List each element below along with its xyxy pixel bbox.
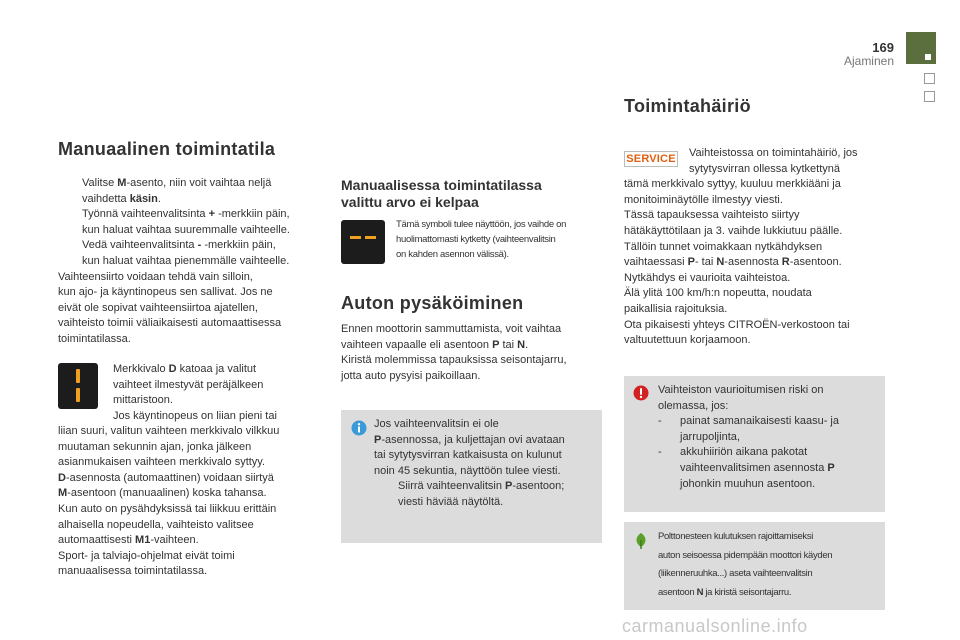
chapter-tab-box — [924, 91, 935, 102]
info-icon — [351, 420, 367, 441]
chapter-tab — [906, 32, 936, 64]
dash-symbol-icon — [341, 220, 385, 264]
symbol-note: Tämä symboli tulee näyttöön, jos vaihde on huolimattomasti kytketty (vaihteenvalitsin on kahden asennon välissä). — [396, 219, 567, 260]
watermark: carmanualsonline.info — [622, 616, 808, 636]
dash-item: - akkuhiiriön aikana pakotat vaihteenvalitsimen asennosta P johonkin muuhun asentoon. — [658, 446, 835, 490]
malfunction-text: Vaihteistossa on toimintahäiriö, jos sytytysvirran ollessa kytkettynä tämä merkkivalo syttyy, kuuluu merkkiääni ja monitoiminäytölle ilmestyy viesti. Tässä tapauksessa vaihteisto siirtyy hätäkäyttötilaan ja 3. vaihde lukkiutuu päälle. Tällöin tunnet voimakkaan nytkähdyksen vaihtaessasi P- tai N-asennosta R-asentoon. Nytkähdys ei vaurioita vaihteistoa. Älä ylitä 100 km/h:n nopeutta, noudata paikallisia rajoituksia. Ota pikaisesti yhteys CITROËN-verkostoon tai valtuutettuun korjaamoon. — [624, 147, 858, 347]
service-warning-icon: SERVICE — [624, 151, 678, 167]
leaf-icon — [633, 532, 649, 555]
eco-tip-box: Polttonesteen kulutuksen rajoittamiseksi auton seisoessa pidempään moottori käyden (liikenneruuhka...) aseta vaihteenvalitsin asentoon N ja kiristä seisontajarru. — [624, 522, 885, 610]
page-number: 169 — [872, 40, 894, 55]
dash-item: - painat samanaikaisesti kaasu- ja jarrupoljinta, — [658, 415, 839, 443]
gear-indicator-icon — [58, 363, 98, 409]
bullet-item: Siirrä vaihteenvalitsin P-asentoon; viesti häviää näytöltä. — [398, 480, 565, 508]
malfunction-title: Toimintahäiriö — [624, 96, 751, 116]
bullet-item: Valitse M-asento, niin voit vaihtaa neljä vaihdetta käsin. — [82, 177, 272, 205]
chapter-tab-marker — [925, 54, 931, 60]
parking-text: Ennen moottorin sammuttamista, voit vaihtaa vaihteen vapaalle eli asentoon P tai N. Kiristä molemmissa tapauksissa seisontajarru, jotta auto pysyisi paikoillaan. — [341, 323, 567, 382]
chapter-tab-box — [924, 73, 935, 84]
warning-icon — [633, 385, 649, 406]
indicator-text: Merkkivalo D katoaa ja valitut vaihteet ilmestyvät peräjälkeen mittaristoon. Jos käyntinopeus on liian pieni tai — [113, 363, 277, 422]
bullet-item: Vedä vaihteenvalitsinta - -merkkiin päin, kun haluat vaihtaa pienemmälle vaihteelle. — [82, 239, 290, 267]
gear-flash-text: liian suuri, valitun vaihteen merkkivalo vilkkuu muutaman sekunnin ajan, jonka jälkeen asianmukaisen vaihteen merkkivalo syttyy. D-asennosta (automaattinen) voidaan siirtyä M-asentoon (manuaalinen) koska tahansa. Kun auto on pysähdyksissä tai liikkuu erittäin alhaisella nopeudella, vaihteisto valitsee automaattisesti M1-vaihteen. Sport- ja talviajo-ohjelmat eivät toimi manuaalisessa toimintatilassa. — [58, 425, 280, 578]
section-name: Ajaminen — [843, 54, 894, 68]
invalid-value-title: Manuaalisessa toimintatilassa valittu arvo ei kelpaa — [341, 177, 542, 210]
shift-conditions-text: Vaihteensiirto voidaan tehdä vain silloin, kun ajo- ja käyntinopeus sen sallivat. Jos ne eivät ole sopivat vaihteensiirtoa ajatellen, vaihteisto toimii väliaikaisesti automaattisessa toimintatilassa. — [58, 270, 282, 345]
parking-title: Auton pysäköiminen — [341, 293, 524, 313]
manual-mode-title: Manuaalinen toimintatila — [58, 139, 276, 159]
warning-box: Vaihteiston vaurioitumisen riski on olemassa, jos: - painat samanaikaisesti kaasu- ja jarrupoljinta, - akkuhiiriön aikana pakotat vaihteenvalitsimen asennosta P johonkin muuhun asentoon. — [624, 376, 885, 512]
info-box: Jos vaihteenvalitsin ei ole P-asennossa, ja kuljettajan ovi avataan tai sytytysvirran katkaisusta on kulunut noin 45 sekuntia, näyttöön tulee viesti. Siirrä vaihteenvalitsin P-asentoon; viesti häviää näytöltä. — [341, 410, 602, 543]
bullet-item: Työnnä vaihteenvalitsinta + -merkkiin päin, kun haluat vaihtaa suuremmalle vaihteelle. — [82, 208, 290, 236]
manual-mode-bullets — [58, 176, 328, 348]
